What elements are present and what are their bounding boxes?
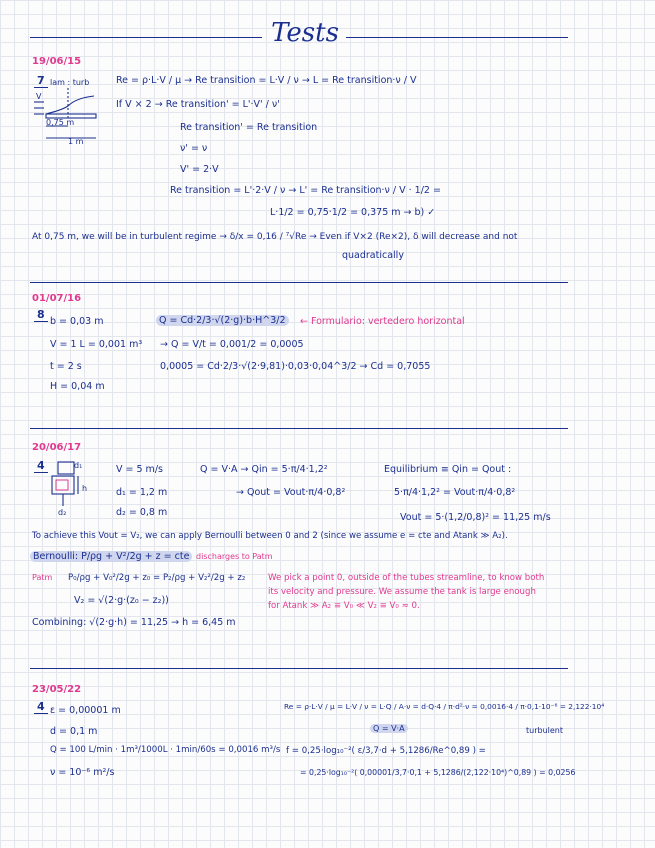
s3-eq-qout: → Qout = Vout·π/4·0,8² [236,487,346,498]
s3-patm-label: Patm [32,573,53,582]
s3-date: 20/06/17 [32,442,82,453]
s2-formula-note: ← Formulario: vertedero horizontal [300,316,465,327]
s4-eq-re: Re = ρ·L·V / μ = L·V / ν = L·Q / A·ν = d·Q·4 / π·d²·ν = 0,0016·4 / π·0,1·10⁻⁶ = 2,122·10⁴ [284,702,605,711]
s3-bernoulli: Bernoulli: P/ρg + V²/2g + z = cte [30,551,192,562]
s1-line-if: If V × 2 → Re transition' = L'·V' / ν' [116,99,280,110]
s3-label-h: h [82,484,88,493]
s4-var-nu: ν = 10⁻⁶ m²/s [50,767,115,778]
s1-plate-sketch [32,88,98,146]
s2-var-t: t = 2 s [50,361,82,372]
s4-date: 23/05/22 [32,684,82,695]
divider-2 [30,428,568,429]
s4-eq-friction: f = 0,25·log₁₀⁻²( ε/3,7·d + 5,1286/Re^0,89 ) = [286,746,486,756]
s3-note-line-1: We pick a point 0, outside of the tubes streamline, to know both [268,573,545,583]
s1-length-1: 1 m [68,137,84,146]
s2-problem-number: 8 [34,308,48,322]
s4-problem-number: 4 [34,700,48,714]
s3-var-d1: d₁ = 1,2 m [116,487,168,498]
s2-eq-flow: → Q = V/t = 0,001/2 = 0,0005 [160,339,304,350]
s4-var-epsilon: ε = 0,00001 m [50,705,121,716]
s3-sentence: To achieve this Vout = V₂, we can apply Bernoulli between 0 and 2 (since we assume e = cte and Atank ≫ A₂). [32,531,508,541]
s4-q-va: Q = V·A [370,724,408,733]
s1-date: 19/06/15 [32,56,82,67]
s1-line-re: Re = ρ·L·V / μ → Re transition = L·V / ν → L = Re transition·ν / V [116,75,417,86]
s1-conclusion: At 0,75 m, we will be in turbulent regime → δ/x = 0,16 / ⁷√Re → Even if V×2 (Re×2), δ will decrease and not [32,232,518,242]
s3-bernoulli-note: discharges to Patm [196,552,273,561]
s2-var-h: H = 0,04 m [50,381,105,392]
s4-var-d: d = 0,1 m [50,726,98,737]
s1-conclusion-2: quadratically [342,250,404,261]
s3-note-line-3: for Atank ≫ A₂ ≡ V₀ ≪ V₂ ≡ V₀ ≈ 0. [268,601,420,611]
s4-var-q: Q = 100 L/min · 1m³/1000L · 1min/60s = 0,0016 m³/s [50,745,281,755]
title-rule-right [346,37,568,38]
s1-line-l-prime: Re transition = L'·2·V / ν → L' = Re transition·ν / V · 1/2 = [170,185,441,196]
s3-note-line-2: its velocity and pressure. We assume the tank is large enough [268,587,536,597]
s1-line-nu: ν' = ν [180,143,208,154]
s3-tank-sketch [48,458,98,518]
s2-var-b: b = 0,03 m [50,316,104,327]
s4-turbulent: turbulent [526,726,563,735]
s1-problem-number: 7 [34,74,48,88]
s3-eq-v2: V₂ = √(2·g·(z₀ − z₂)) [74,595,169,606]
s3-eq-vout: Vout = 5·(1,2/0,8)² = 11,25 m/s [400,512,551,523]
s3-label-d1: d₁ [74,461,83,470]
s2-var-v: V = 1 L = 0,001 m³ [50,339,143,350]
s1-line-v: V' = 2·V [180,164,219,175]
s3-label-d2: d₂ [58,508,67,517]
s3-eq-balance: 5·π/4·1,2² = Vout·π/4·0,8² [394,487,516,498]
s4-eq-friction-result: = 0,25·log₁₀⁻²( 0,00001/3,7·0,1 + 5,1286/(2,122·10⁴)^0,89 ) = 0,0256 [300,768,576,777]
divider-1 [30,282,568,283]
title-rule-left [30,37,262,38]
s1-result: L·1/2 = 0,75·1/2 = 0,375 m → b) ✓ [270,207,436,218]
s1-lam-turb: lam : turb [50,78,90,87]
s2-eq-solve: 0,0005 = Cd·2/3·√(2·9,81)·0,03·0,04^3/2 → Cd = 0,7055 [160,361,431,372]
s3-eq-bernoulli-points: P₀/ρg + V₀²/2g + z₀ = P₂/ρg + V₂²/2g + z₂ [68,573,246,583]
s1-line-re-equal: Re transition' = Re transition [180,122,318,133]
s3-eq-qin: Q = V·A → Qin = 5·π/4·1,2² [200,464,328,475]
s1-length-075: 0,75 m [46,118,75,127]
s1-velocity-label: V [36,92,42,101]
s2-date: 01/07/16 [32,293,82,304]
page-title: Tests [271,18,339,48]
s3-eq-equilibrium: Equilibrium ≡ Qin = Qout : [384,464,512,475]
s3-var-v: V = 5 m/s [116,464,163,475]
s2-eq-weir: Q = Cd·2/3·√(2·g)·b·H^3/2 [156,315,289,326]
s3-problem-number: 4 [34,459,48,473]
divider-3 [30,668,568,669]
s3-var-d2: d₂ = 0,8 m [116,507,168,518]
s3-combining: Combining: √(2·g·h) = 11,25 → h = 6,45 m [32,617,236,628]
